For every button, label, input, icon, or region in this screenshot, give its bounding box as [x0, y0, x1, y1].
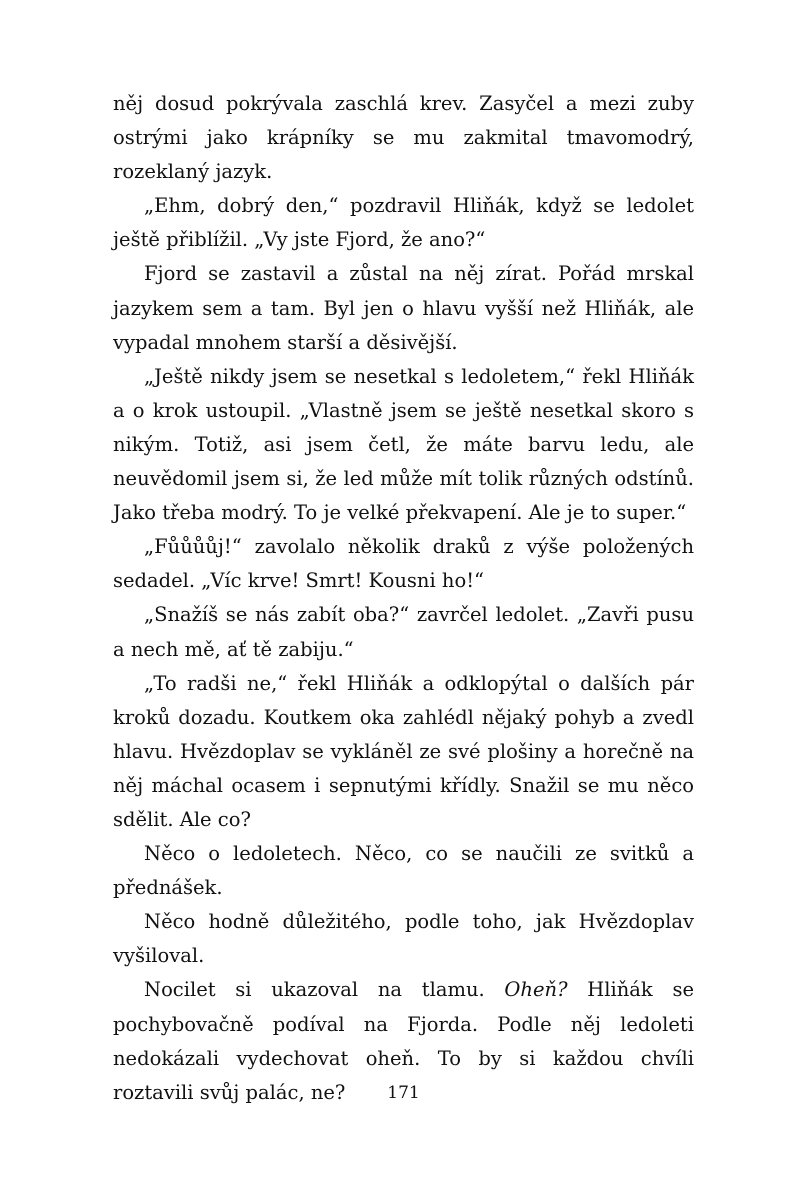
- page-number: 171: [387, 1083, 420, 1103]
- body-text: [113, 87, 694, 1110]
- paragraph-10-end: Hliňák se pochybovačně podíval na Fjorda. Podle něj ledoleti nedokázali vydechovat oheň. To by si každou chvíli roztavili svůj palác, ne?: [113, 978, 694, 1104]
- paragraph-1: něj dosud pokrývala zaschlá krev. Zasyčel a mezi zuby ostrými jako krápníky se mu zakmital tmavomodrý, rozeklaný jazyk.: [113, 92, 694, 184]
- paragraph-7: „To radši ne,“ řekl Hliňák a odklopýtal o dalších pár kroků dozadu. Koutkem oka zahlédl nějaký pohyb a zvedl hlavu. Hvězdoplav se vykláněl ze své plošiny a horečně na něj máchal ocasem i sepnutými křídly. Snažil se mu něco sdělit. Ale co?: [113, 671, 694, 831]
- paragraph-3: Fjord se zastavil a zůstal na něj zírat. Pořád mrskal jazykem sem a tam. Byl jen o hlavu vyšší než Hliňák, ale vypadal mnohem starší a děsivější.: [113, 262, 694, 354]
- paragraph-4: „Ještě nikdy jsem se nesetkal s ledoletem,“ řekl Hliňák a o krok ustoupil. „Vlastně jsem se ještě nesetkal skoro s nikým. Totiž, asi jsem četl, že máte barvu ledu, ale neuvědomil jsem si, že led může mít tolik různých odstínů. Jako třeba modrý. To je velké překvapení. Ale je to super.“: [113, 364, 694, 525]
- paragraph-6: „Snažíš se nás zabít oba?“ zavrčel ledolet. „Zavři pusu a nech mě, ať tě zabiju.“: [113, 603, 694, 661]
- paragraph-9: Něco hodně důležitého, podle toho, jak Hvězdoplav vyšiloval.: [113, 910, 694, 968]
- paragraph-8: Něco o ledoletech. Něco, co se naučili ze svitků a přednášek.: [113, 842, 694, 900]
- paragraph-10-emphasis: Oheň?: [504, 978, 568, 1002]
- paragraph-10-start: Nocilet si ukazoval na tlamu.: [144, 978, 505, 1002]
- paragraph-5: „Fůůůůj!“ zavolalo několik draků z výše položených sedadel. „Víc krve! Smrt! Kousni ho!“: [113, 535, 694, 593]
- paragraph-2: „Ehm, dobrý den,“ pozdravil Hliňák, když se ledolet ještě přiblížil. „Vy jste Fjord, že ano?“: [113, 194, 694, 252]
